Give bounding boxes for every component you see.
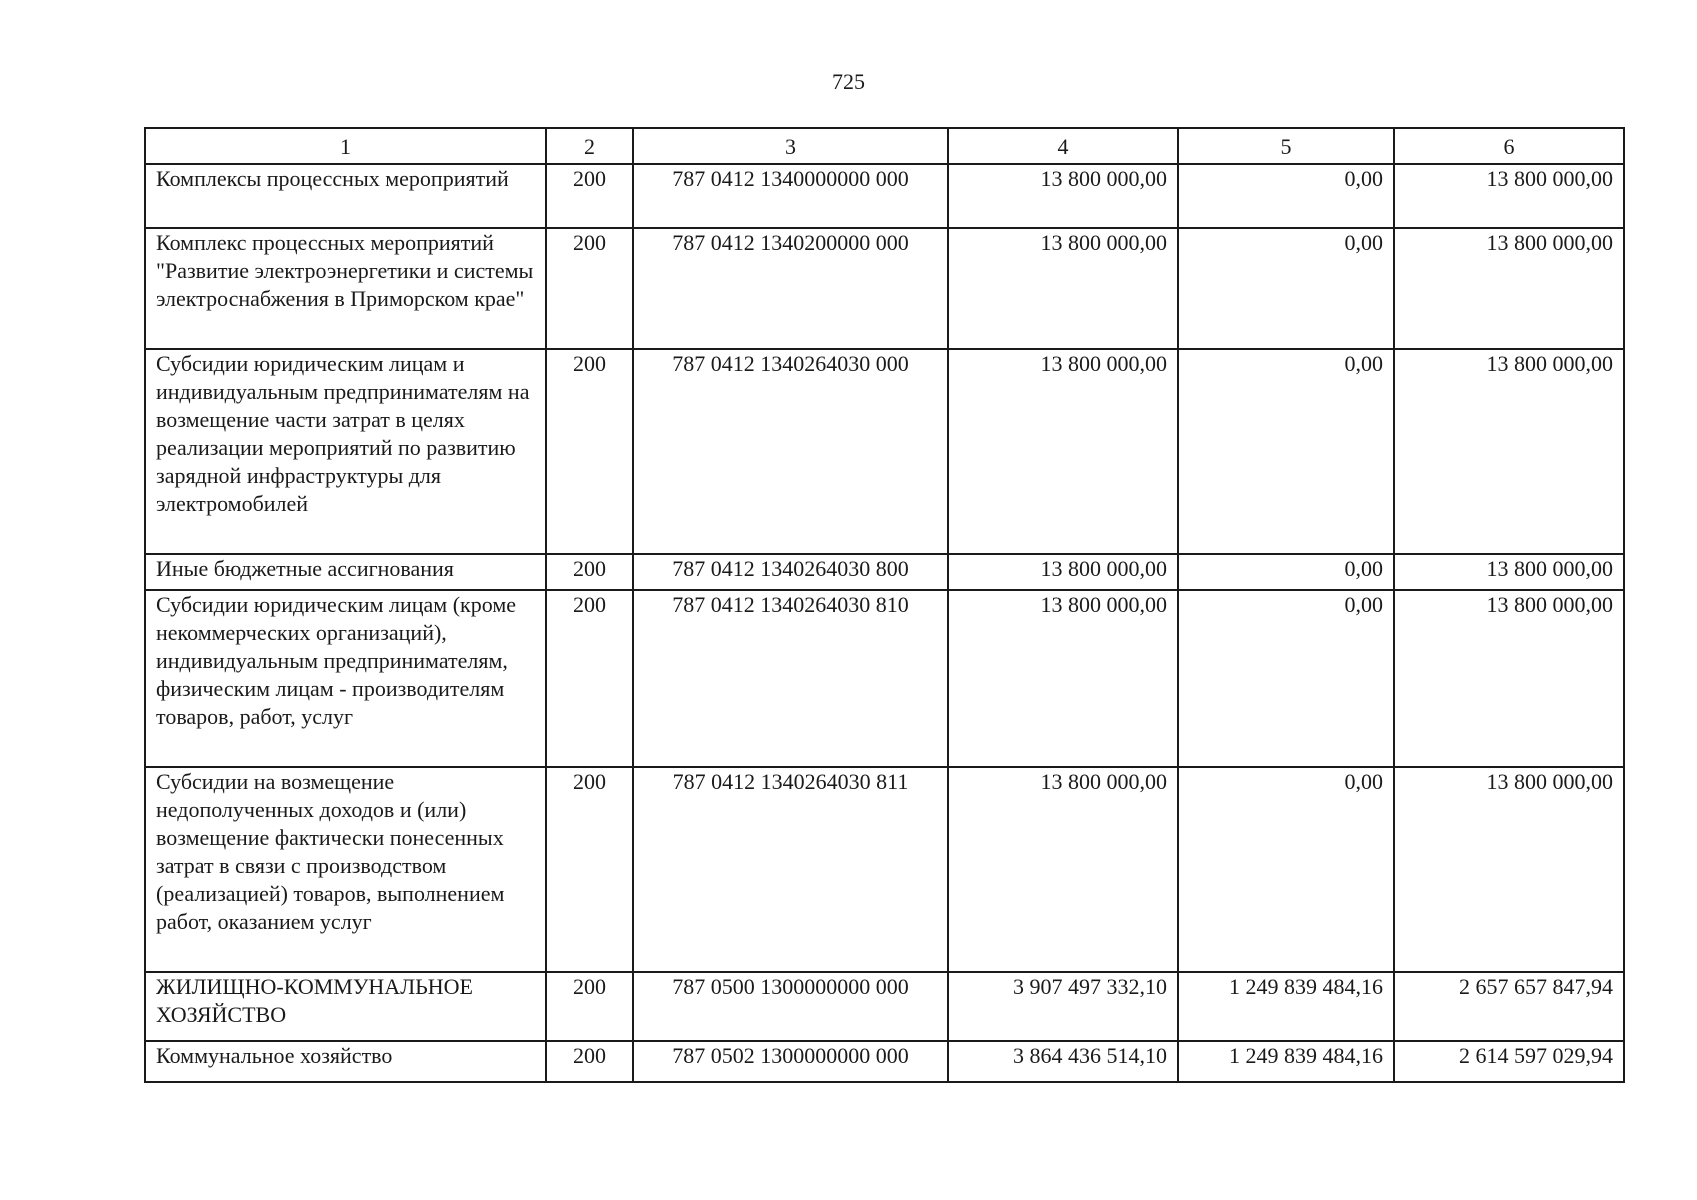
- row-col-4-value: 13 800 000,00: [948, 767, 1178, 972]
- row-col-4-value: 3 907 497 332,10: [948, 972, 1178, 1041]
- row-col-5-value: 0,00: [1178, 349, 1394, 554]
- row-classification-code: 787 0412 1340200000 000: [633, 228, 948, 349]
- page-number: 725: [832, 69, 865, 94]
- header-col-5: 5: [1178, 128, 1394, 164]
- row-name: Субсидии юридическим лицам и индивидуальным предпринимателям на возмещение части затрат в целях реализации мероприятий по развитию зарядной инфраструктуры для электромобилей: [145, 349, 546, 554]
- row-code: 200: [546, 554, 633, 590]
- table-row: [145, 164, 1624, 228]
- row-col-5-value: 0,00: [1178, 164, 1394, 228]
- row-code: 200: [546, 228, 633, 349]
- row-code: 200: [546, 972, 633, 1041]
- row-name: ЖИЛИЩНО-КОММУНАЛЬНОЕ ХОЗЯЙСТВО: [145, 972, 546, 1041]
- row-col-5-value: 1 249 839 484,16: [1178, 1041, 1394, 1082]
- row-col-6-value: 13 800 000,00: [1394, 767, 1624, 972]
- row-code: 200: [546, 590, 633, 767]
- row-name: Комплексы процессных мероприятий: [145, 164, 546, 228]
- row-col-5-value: 0,00: [1178, 554, 1394, 590]
- table-row: [145, 972, 1624, 1041]
- row-col-6-value: 2 614 597 029,94: [1394, 1041, 1624, 1082]
- budget-table: [144, 127, 1625, 1083]
- table-row: [145, 228, 1624, 349]
- row-classification-code: 787 0502 1300000000 000: [633, 1041, 948, 1082]
- header-col-2: 2: [546, 128, 633, 164]
- row-code: 200: [546, 767, 633, 972]
- row-classification-code: 787 0500 1300000000 000: [633, 972, 948, 1041]
- row-col-4-value: 3 864 436 514,10: [948, 1041, 1178, 1082]
- row-col-6-value: 13 800 000,00: [1394, 590, 1624, 767]
- row-name: Субсидии на возмещение недополученных доходов и (или) возмещение фактически понесенных затрат в связи с производством (реализацией) товаров, выполнением работ, оказанием услуг: [145, 767, 546, 972]
- row-name: Субсидии юридическим лицам (кроме некоммерческих организаций), индивидуальным предпринимателям, физическим лицам - производителям товаров, работ, услуг: [145, 590, 546, 767]
- table-header: [145, 128, 1624, 164]
- row-col-4-value: 13 800 000,00: [948, 349, 1178, 554]
- table-body: [145, 164, 1624, 1082]
- row-code: 200: [546, 349, 633, 554]
- row-classification-code: 787 0412 1340264030 000: [633, 349, 948, 554]
- row-col-6-value: 13 800 000,00: [1394, 554, 1624, 590]
- row-code: 200: [546, 164, 633, 228]
- row-col-5-value: 0,00: [1178, 590, 1394, 767]
- row-col-6-value: 13 800 000,00: [1394, 349, 1624, 554]
- row-col-5-value: 0,00: [1178, 767, 1394, 972]
- row-col-6-value: 13 800 000,00: [1394, 228, 1624, 349]
- row-col-6-value: 2 657 657 847,94: [1394, 972, 1624, 1041]
- row-name: Иные бюджетные ассигнования: [145, 554, 546, 590]
- header-col-1: 1: [145, 128, 546, 164]
- row-name: Комплекс процессных мероприятий "Развитие электроэнергетики и системы электроснабжения в Приморском крае": [145, 228, 546, 349]
- row-col-4-value: 13 800 000,00: [948, 228, 1178, 349]
- row-col-4-value: 13 800 000,00: [948, 590, 1178, 767]
- row-col-4-value: 13 800 000,00: [948, 164, 1178, 228]
- header-col-3: 3: [633, 128, 948, 164]
- row-col-6-value: 13 800 000,00: [1394, 164, 1624, 228]
- row-col-5-value: 1 249 839 484,16: [1178, 972, 1394, 1041]
- row-col-4-value: 13 800 000,00: [948, 554, 1178, 590]
- row-code: 200: [546, 1041, 633, 1082]
- table-row: [145, 767, 1624, 972]
- row-classification-code: 787 0412 1340264030 800: [633, 554, 948, 590]
- row-classification-code: 787 0412 1340264030 811: [633, 767, 948, 972]
- row-classification-code: 787 0412 1340264030 810: [633, 590, 948, 767]
- table-row: [145, 554, 1624, 590]
- header-col-4: 4: [948, 128, 1178, 164]
- row-classification-code: 787 0412 1340000000 000: [633, 164, 948, 228]
- table-row: [145, 590, 1624, 767]
- header-col-6: 6: [1394, 128, 1624, 164]
- row-col-5-value: 0,00: [1178, 228, 1394, 349]
- header-row: [145, 128, 1624, 164]
- row-name: Коммунальное хозяйство: [145, 1041, 546, 1082]
- table-row: [145, 1041, 1624, 1082]
- table-row: [145, 349, 1624, 554]
